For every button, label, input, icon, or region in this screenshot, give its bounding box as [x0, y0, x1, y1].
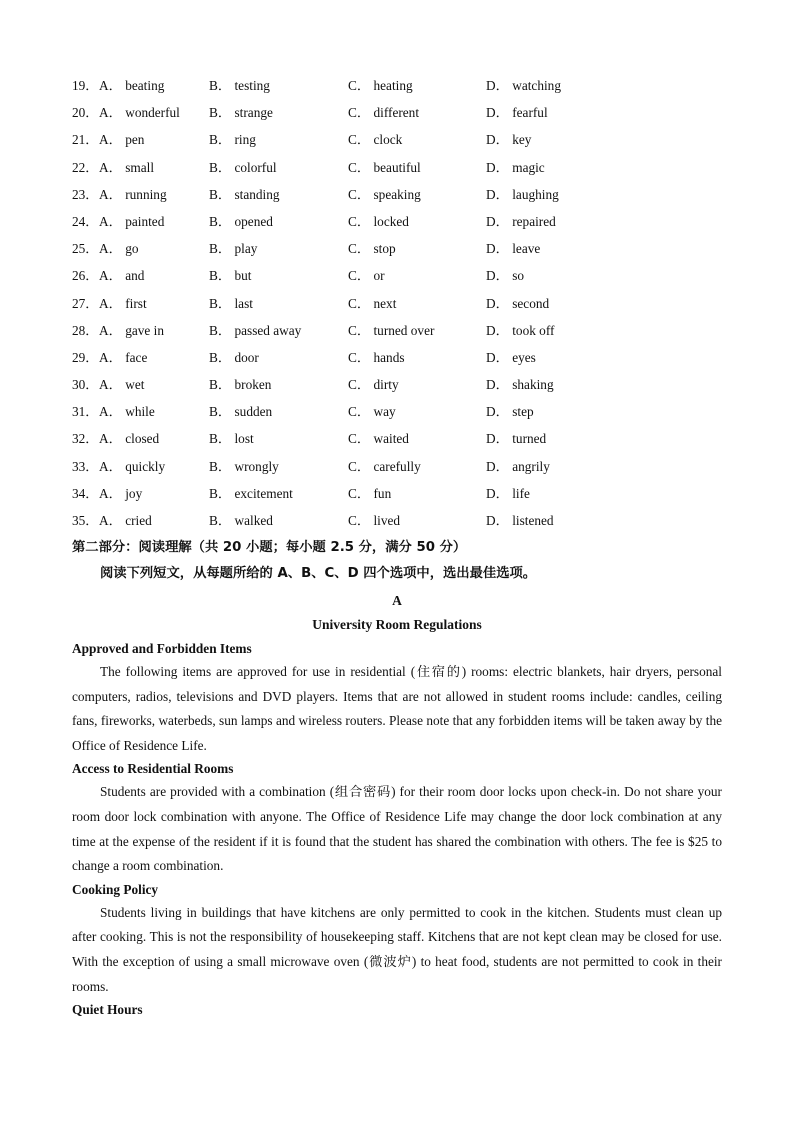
option-row: [72, 154, 732, 181]
option-a: A． wet: [99, 377, 145, 393]
option-row: [72, 235, 732, 262]
option-b: B． last: [209, 295, 253, 311]
option-b: B． excitement: [209, 485, 293, 501]
option-a: A． and: [99, 268, 145, 284]
option-d: D． leave: [486, 241, 541, 257]
option-d: D． turned: [486, 431, 547, 447]
option-a: A． small: [99, 159, 155, 175]
option-c: C． fun: [348, 485, 392, 501]
question-number: 26．: [72, 268, 99, 284]
option-row: [72, 507, 732, 534]
option-row: [72, 425, 732, 452]
option-d: D． second: [486, 295, 550, 311]
option-b: B． but: [209, 268, 252, 284]
option-c: C． different: [348, 105, 420, 121]
option-a: A． cried: [99, 513, 152, 528]
option-a: A． gave in: [99, 322, 164, 338]
option-row: [72, 208, 732, 235]
option-a: A． while: [99, 404, 155, 420]
option-b: B． walked: [209, 513, 273, 528]
option-b: B． ring: [209, 132, 256, 148]
option-d: D． laughing: [486, 186, 559, 202]
option-b: B． opened: [209, 213, 273, 229]
question-number: 30．: [72, 377, 99, 393]
question-number: 22．: [72, 159, 99, 175]
option-c: C． way: [348, 404, 396, 420]
option-d: D． magic: [486, 159, 545, 175]
option-a: A． beating: [99, 78, 165, 93]
option-a: A． joy: [99, 485, 143, 501]
option-a: A． first: [99, 295, 147, 311]
option-row: [72, 99, 732, 126]
option-c: C． or: [348, 268, 385, 284]
part-instruction: 阅读下列短文，从每题所给的 A、B、C、D 四个选项中，选出最佳选项。: [100, 566, 537, 581]
option-row: [72, 344, 732, 371]
option-d: D． eyes: [486, 349, 536, 365]
question-number: 33．: [72, 458, 99, 474]
question-number: 23．: [72, 186, 99, 202]
section-paragraph: Students living in buildings that have kitchens are only permitted to cook in the kitchen. Students must clean up after cooking. This is not the responsibility of housekeeping staff. Kitchens that are not kept clean may be closed for use. With the exception of using a small microwave oven (微波炉) to heat food, students are not permitted to cook in their rooms.: [72, 904, 722, 994]
question-number: 24．: [72, 213, 99, 229]
section-heading: Approved and Forbidden Items: [72, 641, 252, 656]
option-row: [72, 317, 732, 344]
question-number: 31．: [72, 404, 99, 420]
option-b: B． play: [209, 241, 258, 257]
question-number: 35．: [72, 513, 99, 528]
part-title: 第二部分：阅读理解（共 20 小题；每小题 2.5 分，满分 50 分）: [72, 540, 467, 555]
option-row: [72, 290, 732, 317]
option-row: [72, 453, 732, 480]
option-d: D． angrily: [486, 458, 550, 474]
section-heading: Quiet Hours: [72, 1002, 143, 1018]
option-d: D． listened: [486, 513, 554, 528]
option-c: C． next: [348, 295, 397, 311]
option-c: C． waited: [348, 431, 409, 447]
option-b: B． sudden: [209, 404, 273, 420]
option-d: D． shaking: [486, 377, 554, 393]
option-b: B． wrongly: [209, 458, 279, 474]
article-title: University Room Regulations: [312, 617, 482, 632]
option-row: [72, 371, 732, 398]
option-a: A． wonderful: [99, 105, 180, 121]
option-d: D． fearful: [486, 105, 548, 121]
option-a: A． quickly: [99, 458, 166, 474]
question-number: 29．: [72, 349, 99, 365]
option-b: B． broken: [209, 377, 272, 393]
option-b: B． lost: [209, 431, 254, 447]
option-d: D． watching: [486, 78, 561, 93]
option-a: A． painted: [99, 213, 165, 229]
option-d: D． repaired: [486, 213, 556, 229]
option-d: D． took off: [486, 322, 555, 338]
option-b: B． colorful: [209, 159, 277, 175]
option-c: C． turned over: [348, 322, 435, 338]
question-number: 32．: [72, 431, 99, 447]
option-row: [72, 181, 732, 208]
option-c: C． lived: [348, 513, 401, 528]
section-paragraph: The following items are approved for use in residential (住宿的) rooms: electric blankets, hair dryers, personal computers, radios, televisions and DVD players. Items that are not allowed in student rooms include: candles, ceiling fans, fireworks, waterbeds, sun lamps and wireless routers. Please note that any forbidden items will be taken away by the Office of Residence Life.: [72, 664, 722, 753]
option-b: B． testing: [209, 78, 270, 93]
section-heading: Access to Residential Rooms: [72, 761, 234, 777]
question-number: 19．: [72, 78, 99, 93]
option-row: [72, 480, 732, 507]
section-paragraph: Students are provided with a combination (组合密码) for their room door locks upon check-in. Do not share your room door lock combination with anyone. The Office of Residence Life may change the door lock combination at any time at the expense of the resident if it is found that the student has shared the combination with others. The fee is $25 to change a room combination.: [72, 784, 722, 874]
option-row: [72, 72, 732, 99]
option-a: A． running: [99, 186, 167, 202]
option-a: A． closed: [99, 431, 160, 447]
question-number: 27．: [72, 295, 99, 311]
option-c: C． hands: [348, 349, 405, 365]
option-d: D． step: [486, 404, 534, 420]
section-heading: Cooking Policy: [72, 881, 159, 897]
cloze-options-list: [72, 72, 732, 534]
option-b: B． standing: [209, 186, 280, 202]
option-row: [72, 262, 732, 289]
option-b: B． door: [209, 349, 259, 365]
option-b: B． passed away: [209, 322, 302, 338]
option-c: C． dirty: [348, 377, 399, 393]
option-b: B． strange: [209, 105, 273, 121]
question-number: 21．: [72, 132, 99, 148]
option-a: A． face: [99, 349, 148, 365]
option-c: C． stop: [348, 241, 396, 257]
question-number: 28．: [72, 322, 99, 338]
option-d: D． key: [486, 132, 532, 148]
option-c: C． speaking: [348, 186, 421, 202]
option-row: [72, 398, 732, 425]
option-c: C． beautiful: [348, 159, 421, 175]
option-d: D． life: [486, 485, 530, 501]
article-body: [72, 638, 722, 1021]
option-d: D． so: [486, 268, 525, 284]
option-c: C． heating: [348, 78, 413, 93]
question-number: 34．: [72, 485, 99, 501]
question-number: 25．: [72, 241, 99, 257]
option-c: C． carefully: [348, 458, 421, 474]
option-c: C． locked: [348, 213, 409, 229]
question-number: 20．: [72, 105, 99, 121]
option-row: [72, 126, 732, 153]
option-a: A． go: [99, 241, 139, 257]
option-a: A． pen: [99, 132, 145, 148]
option-c: C． clock: [348, 132, 403, 148]
section-letter: A: [392, 593, 402, 608]
